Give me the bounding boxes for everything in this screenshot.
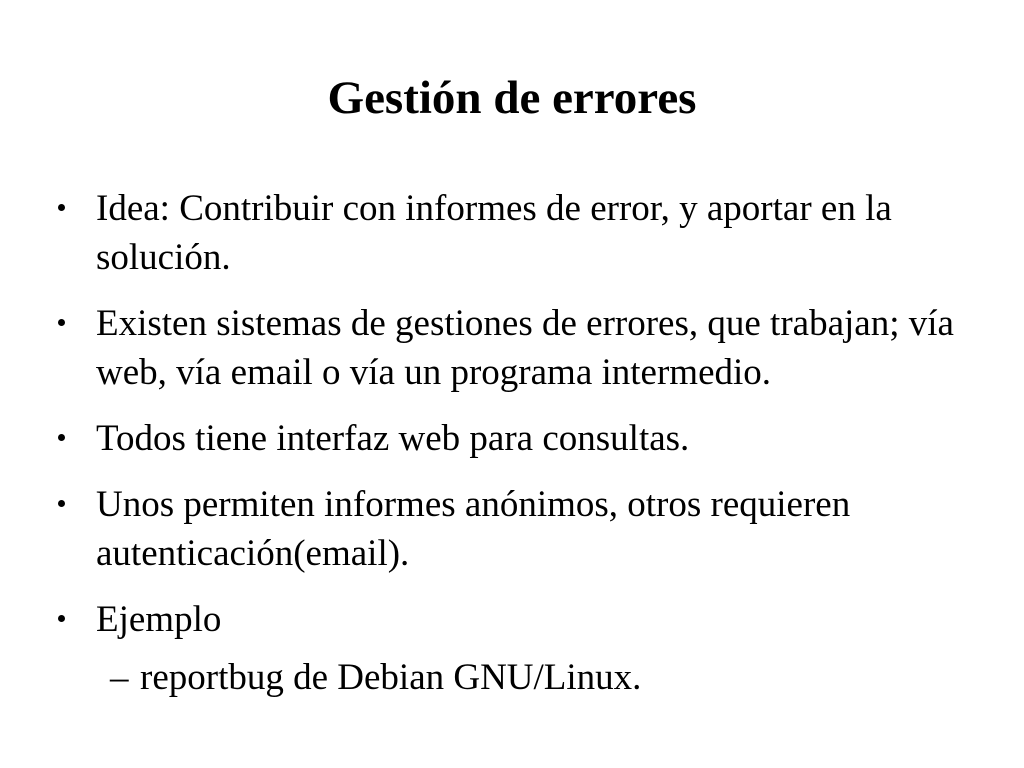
bullet-item (58, 184, 958, 282)
bullet-list (58, 184, 958, 702)
bullet-text: Ejemplo (96, 599, 222, 640)
bullet-dot-icon (58, 204, 65, 211)
bullet-dot-icon (58, 500, 65, 507)
sub-bullet-text: reportbug de Debian GNU/Linux. (140, 657, 642, 698)
bullet-text: Unos permiten informes anónimos, otros requieren autenticación(email). (96, 484, 851, 574)
slide-title: Gestión de errores (327, 72, 697, 124)
bullet-dot-icon (58, 434, 65, 441)
bullet-dot-icon (58, 615, 65, 622)
bullet-text: Idea: Contribuir con informes de error, y aportar en la solución. (96, 188, 892, 278)
bullet-text: Todos tiene interfaz web para consultas. (96, 418, 690, 459)
sub-bullet-item (58, 653, 958, 702)
sub-bullet-dash: – (110, 657, 129, 698)
bullet-item (58, 299, 958, 397)
bullet-dot-icon (58, 319, 65, 326)
bullet-item (58, 414, 958, 463)
bullet-item (58, 480, 958, 578)
bullet-item (58, 595, 958, 644)
bullet-text: Existen sistemas de gestiones de errores, que trabajan; vía web, vía email o vía un programa intermedio. (96, 303, 954, 393)
